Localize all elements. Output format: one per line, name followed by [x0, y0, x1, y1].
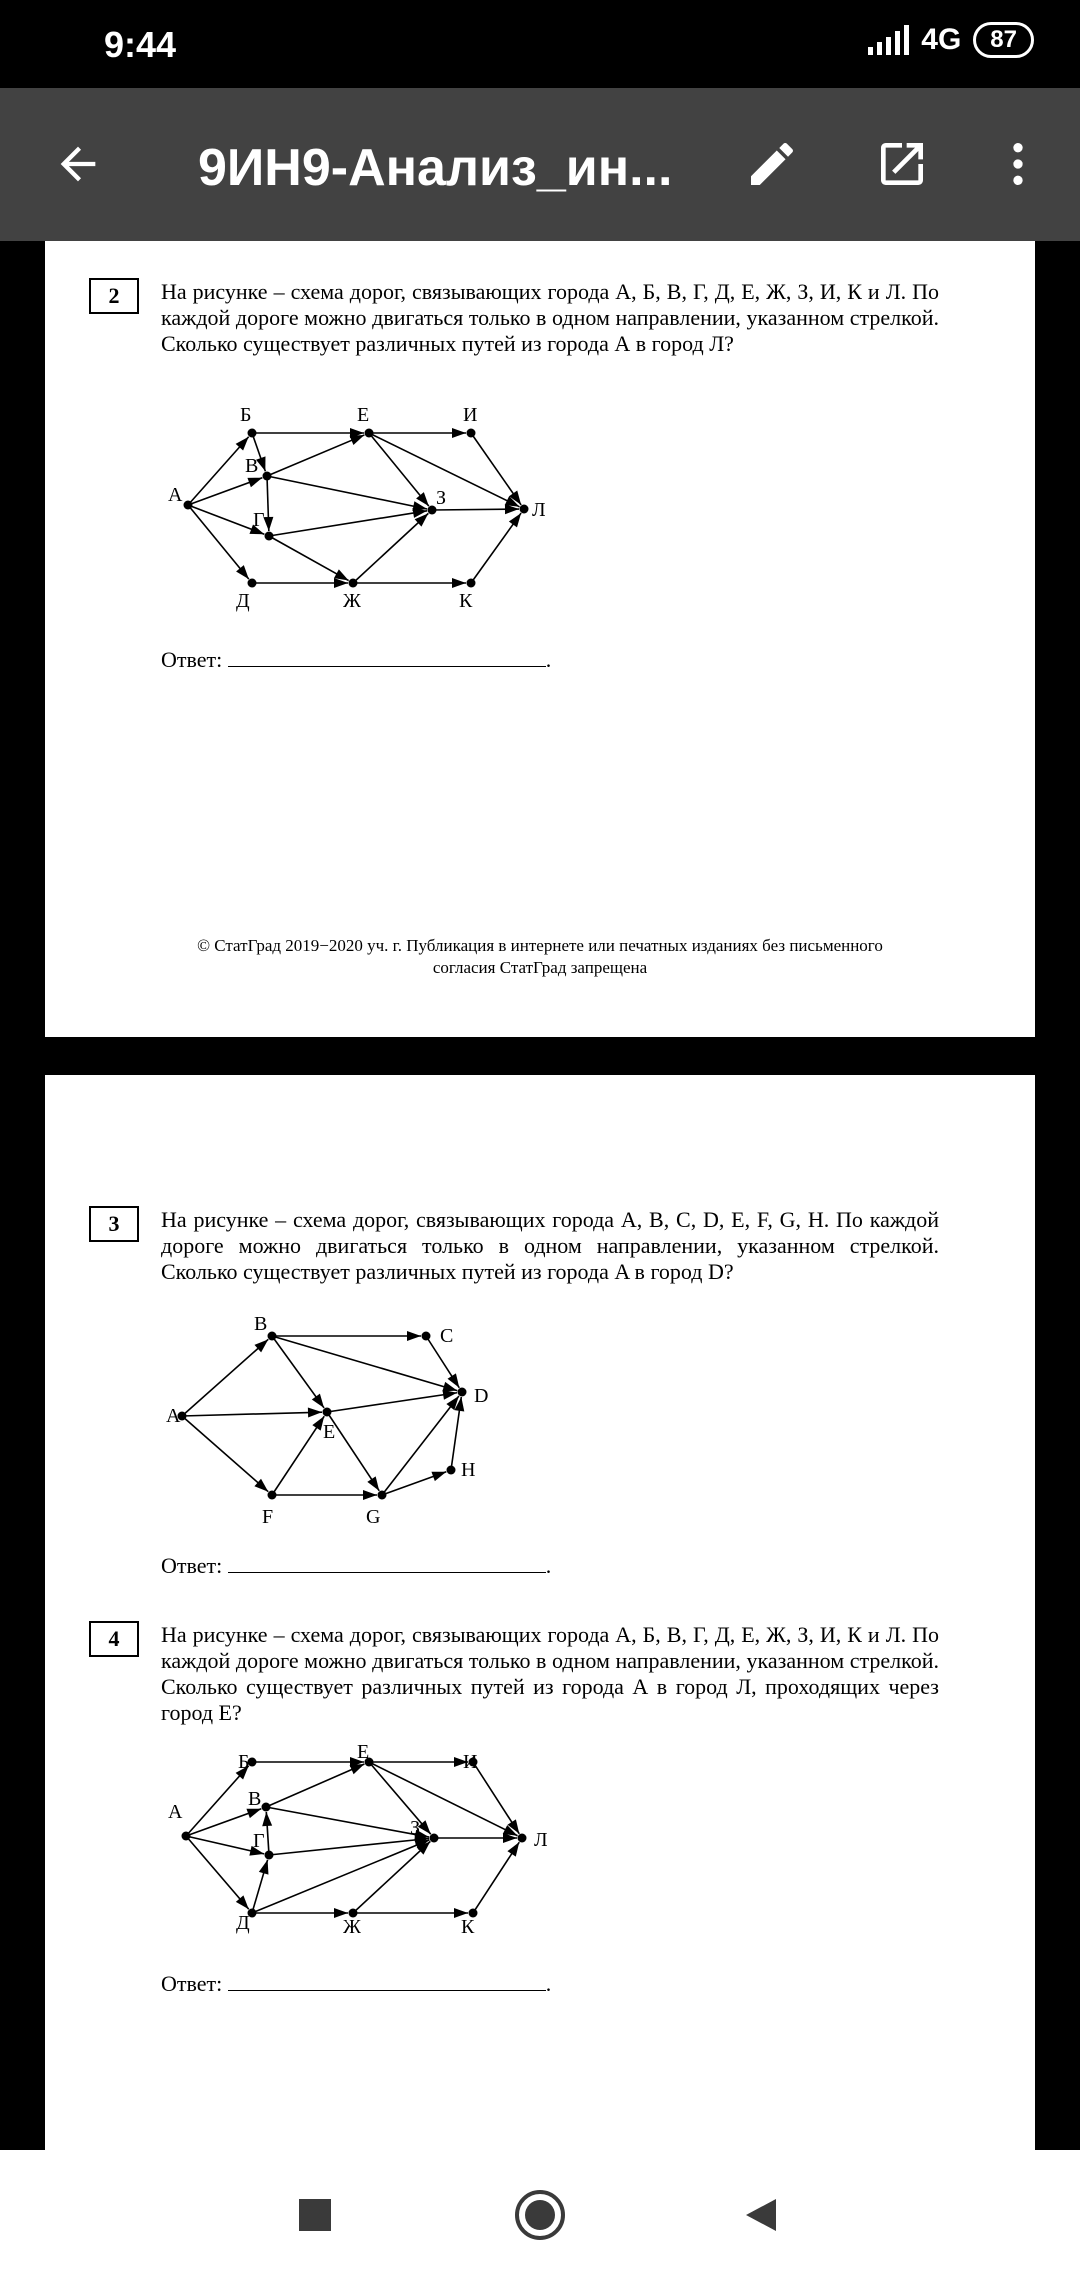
edit-button[interactable]	[734, 126, 810, 202]
document-page-2	[45, 1075, 1035, 2150]
g4-arrow-A-V	[246, 1809, 261, 1818]
problem-text: На рисунке – схема дорог, связывающих города А, Б, В, Г, Д, Е, Ж, З, И, К и Л. По каждой дороге можно двигаться только в одном направлении, указанном стрелкой. Сколько существует различных путей из города А в город Л?	[161, 279, 939, 356]
g4-label-D: Д	[236, 1912, 250, 1934]
g2-label-Z: З	[436, 487, 447, 509]
g4-node-Z	[430, 1834, 439, 1843]
g4-node-V	[262, 1803, 271, 1812]
navigation-bar	[0, 2150, 1080, 2280]
g4-label-Zh: Ж	[343, 1916, 361, 1938]
g4-arrow-D-G	[259, 1860, 269, 1875]
more-vert-icon	[990, 136, 1046, 192]
g2-arrow-A-D	[236, 565, 249, 579]
copyright	[45, 935, 1035, 979]
g3-label-D: D	[474, 1385, 489, 1407]
square-icon	[297, 2197, 333, 2233]
g3-edge-B-D	[272, 1336, 457, 1391]
g2-arrow-K-L	[509, 513, 521, 527]
g3-edge-A-F	[182, 1416, 268, 1492]
g4-label-A: А	[168, 1801, 183, 1823]
g2-edge-Zh-Z	[353, 513, 428, 583]
g3-node-E	[323, 1408, 332, 1417]
g2-arrow-Zh-K	[452, 578, 466, 588]
g3-node-H	[447, 1466, 456, 1475]
answer-label: Ответ:	[161, 647, 223, 672]
g4-label-B: Б	[238, 1751, 250, 1773]
g3-label-C: C	[440, 1325, 454, 1347]
g2-arrow-E-I	[452, 428, 466, 438]
g4-label-V: В	[248, 1788, 262, 1810]
copyright-line-1: © СтатГрад 2019−2020 уч. г. Публикация в интернете или печатных изданиях без письменного	[197, 936, 883, 955]
g3-arrow-G-H	[431, 1472, 446, 1481]
g2-label-K: К	[459, 590, 473, 612]
g4-edge-D-Z	[252, 1840, 429, 1913]
more-options-button[interactable]	[980, 126, 1056, 202]
g2-node-B	[248, 429, 257, 438]
g4-edge-Zh-Z	[353, 1841, 430, 1913]
g3-node-G	[378, 1491, 387, 1500]
g3-label-B: B	[254, 1313, 268, 1335]
g3-label-E: E	[323, 1421, 336, 1443]
g3-label-F: F	[262, 1506, 274, 1528]
problem-text: На рисунке – схема дорог, связывающих города A, B, C, D, E, F, G, H. По каждой дороге можно двигаться только в одном направлении, указанном стрелкой. Сколько существует различных путей из города A в город D?	[161, 1207, 939, 1284]
g4-label-E: Е	[357, 1741, 370, 1763]
app-bar	[0, 88, 1080, 241]
g2-edge-V-Z	[267, 476, 427, 509]
g3-edge-A-B	[182, 1339, 268, 1416]
road-graphs-3-4	[45, 1075, 1035, 2150]
g3-node-B	[268, 1332, 277, 1341]
g2-label-L: Л	[532, 499, 546, 521]
g2-label-I: И	[463, 404, 478, 426]
arrow-left-icon	[52, 138, 104, 190]
g4-label-G: Г	[253, 1830, 265, 1852]
g3-label-H: H	[461, 1459, 476, 1481]
g2-node-I	[467, 429, 476, 438]
g3-edge-F-E	[272, 1416, 324, 1495]
g4-edge-E-L	[369, 1762, 518, 1836]
g4-arrow-K-L	[507, 1842, 519, 1856]
g2-edge-E-Z	[369, 433, 429, 506]
g2-node-K	[467, 579, 476, 588]
g4-edge-A-D	[186, 1836, 249, 1909]
g3-arrow-B-C	[407, 1331, 421, 1341]
g4-edge-V-E	[266, 1764, 364, 1807]
home-button[interactable]	[505, 2180, 575, 2250]
g3-arrow-F-G	[363, 1490, 377, 1500]
problem-number: 4	[89, 1621, 139, 1657]
open-external-icon	[874, 136, 930, 192]
problem-number: 3	[89, 1206, 139, 1242]
g2-edge-G-Z	[269, 511, 427, 536]
g3-arrow-B-E	[312, 1394, 324, 1408]
g2-arrow-V-E	[350, 435, 365, 445]
g2-node-E	[365, 429, 374, 438]
g2-edge-V-E	[267, 435, 364, 476]
document-title: 9ИН9-Анализ_ин...	[198, 139, 673, 197]
g3-label-G: G	[366, 1506, 381, 1528]
g4-label-Z: З	[410, 1817, 421, 1839]
answer-field: Ответ: .	[161, 1971, 552, 1996]
road-graph-2	[45, 241, 1035, 1037]
g2-arrow-V-G	[263, 517, 273, 531]
g4-label-I: И	[463, 1751, 478, 1773]
status-icons	[868, 22, 1034, 58]
answer-line	[228, 648, 546, 667]
g2-label-D: Д	[236, 590, 250, 612]
g4-node-L	[518, 1834, 527, 1843]
g3-edge-G-D	[382, 1396, 459, 1495]
g3-arrow-E-G	[367, 1476, 379, 1490]
g2-node-G	[265, 532, 274, 541]
document-page-1	[45, 241, 1035, 1037]
g4-label-L: Л	[534, 1829, 548, 1851]
signal-icon	[868, 25, 909, 55]
g4-node-G	[265, 1851, 274, 1860]
g3-edge-E-D	[327, 1393, 457, 1412]
g4-edge-G-Z	[269, 1839, 429, 1855]
g3-arrow-A-E	[308, 1408, 322, 1418]
g4-label-K: К	[461, 1916, 475, 1938]
g2-node-A	[184, 501, 193, 510]
battery-level: 87	[973, 22, 1034, 58]
answer-label: Ответ:	[161, 1971, 223, 1996]
g2-label-B: Б	[240, 404, 252, 426]
g2-node-D	[248, 579, 257, 588]
g2-node-V	[263, 472, 272, 481]
g3-node-C	[422, 1332, 431, 1341]
g4-arrow-V-E	[350, 1764, 365, 1774]
problem-number: 2	[89, 278, 139, 314]
status-time: 9:44	[104, 24, 177, 65]
g2-label-G: Г	[253, 509, 265, 531]
problem-text: На рисунке – схема дорог, связывающих города А, Б, В, Г, Д, Е, Ж, З, И, К и Л. По каждой дороге можно двигаться только в одном направлении, указанном стрелкой. Сколько существует различных путей из города А в город Л, проходящих через город Е?	[161, 1622, 939, 1725]
g4-node-A	[182, 1832, 191, 1841]
g4-edge-V-Z	[266, 1807, 429, 1837]
g4-arrow-G-V	[262, 1812, 272, 1826]
copyright-line-2: согласия СтатГрад запрещена	[432, 958, 648, 977]
network-type: 4G	[921, 23, 962, 56]
answer-field: Ответ: .	[161, 1553, 552, 1578]
g3-edge-A-E	[182, 1412, 322, 1416]
open-external-button[interactable]	[864, 126, 940, 202]
g2-label-V: В	[245, 455, 259, 477]
g3-arrow-E-D	[442, 1390, 457, 1400]
status-bar	[0, 0, 1080, 88]
g2-node-L	[520, 505, 529, 514]
g3-label-A: A	[166, 1405, 181, 1427]
g3-node-F	[268, 1491, 277, 1500]
g2-label-Zh: Ж	[343, 590, 361, 612]
g3-node-D	[458, 1388, 467, 1397]
g4-edge-E-Z	[369, 1762, 431, 1834]
answer-field: Ответ: .	[161, 647, 552, 672]
recents-button[interactable]	[280, 2180, 350, 2250]
pencil-icon	[744, 136, 800, 192]
circle-icon	[513, 2188, 567, 2242]
back-button[interactable]	[40, 126, 116, 202]
triangle-back-icon	[740, 2195, 780, 2235]
answer-label: Ответ:	[161, 1553, 223, 1578]
g2-arrow-A-V	[247, 478, 262, 488]
back-nav-button[interactable]	[725, 2180, 795, 2250]
g2-label-A: А	[168, 484, 183, 506]
g2-node-Zh	[349, 579, 358, 588]
g2-label-E: Е	[357, 404, 370, 426]
